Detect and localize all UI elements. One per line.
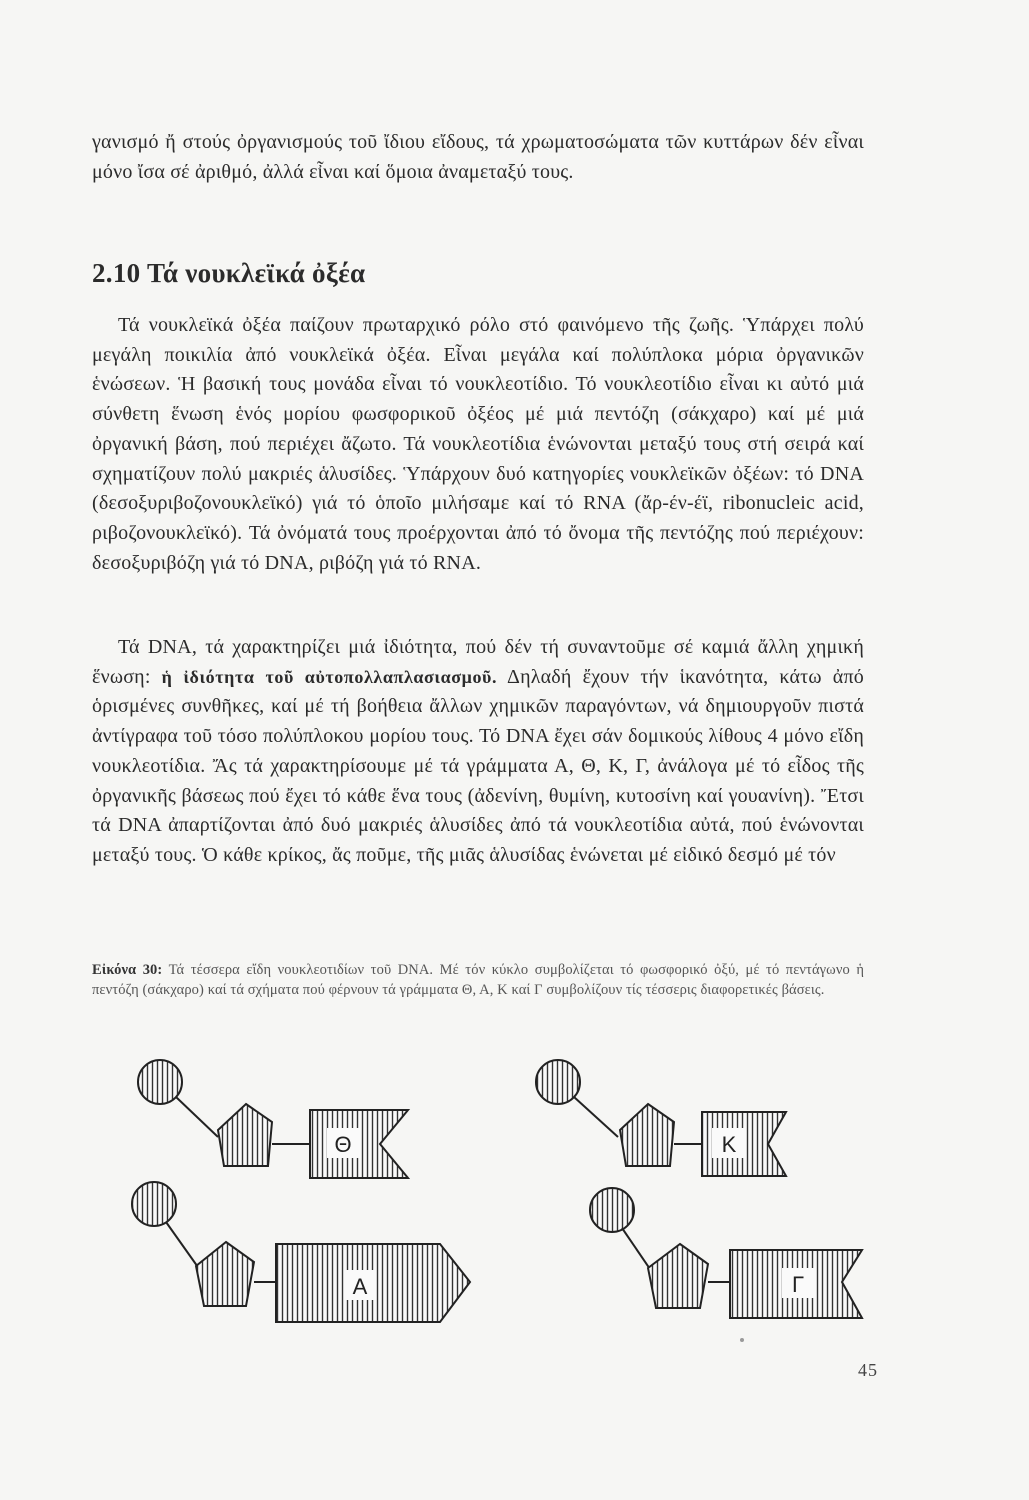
nucleotide-kappa: [536, 1060, 786, 1176]
emphasis-self-replication: ἡ ἰδιότητα τοῦ αὐτοπολλαπλασιασμοῦ.: [161, 666, 498, 687]
pentose-pentagon: [648, 1244, 708, 1308]
nucleotides-figure-row-2: [0, 1180, 1029, 1330]
base-label-gamma: Γ: [791, 1272, 805, 1297]
intro-paragraph: γανισμό ἤ στούς ὀργανισμούς τοῦ ἴδιου εἴδους, τά χρωματοσώματα τῶν κυττάρων δέν εἶναι μόνο ἴσα σέ ἀριθμό, ἀλλά εἶναι καί ὅμοια ἀναμεταξύ τους.: [92, 131, 864, 183]
nucleotide-gamma: [590, 1188, 862, 1318]
figure-caption-label: Εἰκόνα 30:: [92, 962, 163, 978]
print-speck: [740, 1338, 744, 1342]
figure-caption-text: Τά τέσσερα εἴδη νουκλεοτιδίων τοῦ DNA. Μέ τόν κύκλο συμβολίζεται τό φωσφορικό ὀξύ, μέ τό πεντάγωνο ἡ πεντόζη (σάκχαρο) καί τά σχήματα πού φέρνουν τά γράμματα Θ, Α, Κ καί Γ συμβολίζουν τίς τέσσερις διαφορετικές βάσεις.: [92, 962, 865, 998]
nucleotide-alpha: [132, 1182, 470, 1322]
paragraph-2-text-start: Τά DNA, τά χαρακτηρίζει μιά ἰδιότητα, πού δέν τή συναντοῦμε σέ καμιά ἄλλη χημική ἕνωση:: [92, 636, 864, 688]
base-label-theta: Θ: [334, 1132, 352, 1157]
phosphate-circle: [536, 1060, 580, 1104]
base-label-alpha: Α: [352, 1274, 368, 1299]
pentose-pentagon: [196, 1242, 254, 1306]
section-heading: 2.10 Τά νουκλεϊκά ὀξέα: [92, 258, 366, 288]
paragraph-dna-replication: [92, 633, 864, 871]
figure-caption: [92, 960, 864, 1000]
nucleotide-theta: [138, 1060, 408, 1178]
phosphate-circle: [138, 1060, 182, 1104]
paragraph-2-text-end: Δηλαδή ἔχουν τήν ἱκανότητα, κάτω ἀπό ὁρισμένες συνθῆκες, καί μέ τή βοήθεια ἄλλων χημικῶν παραγόντων, νά δημιουργοῦν πιστά ἀντίγραφα τοῦ τόσο πολύπλοκου μορίου τους. Τό DNA ἔχει σάν δομικούς λίθους 4 μόνο εἴδη νουκλεοτίδια. Ἄς τά χαρακτηρίσουμε μέ τά γράμματα Α, Θ, Κ, Γ, ἀνάλογα μέ τό εἶδος τῆς ὀργανικῆς βάσεως πού ἔχει τό κάθε ἕνα τους (ἀδενίνη, θυμίνη, κυτοσίνη καί γουανίνη). Ἔτσι τά DNA ἀπαρτίζονται ἀπό δυό μακριές ἁλυσίδες ἀπό τά νουκλεοτίδια αὐτά, πού ἑνώνονται μεταξύ τους. Ὁ κάθε κρίκος, ἄς ποῦμε, τῆς μιᾶς ἁλυσίδας ἑνώνεται μέ εἰδικό δεσμό μέ τόν: [92, 665, 864, 866]
page-number: 45: [858, 1360, 878, 1380]
paragraph-nucleic-acids: Τά νουκλεϊκά ὀξέα παίζουν πρωταρχικό ρόλο στό φαινόμενο τῆς ζωῆς. Ὑπάρχει πολύ μεγάλη ποικιλία ἀπό νουκλεϊκά ὀξέα. Εἶναι μεγάλα καί πολύπλοκα μόρια ὀργανικῶν ἑνώσεων. Ἡ βασική τους μονάδα εἶναι τό νουκλεοτίδιο. Τό νουκλεοτίδιο εἶναι κι αὐτό μιά σύνθετη ἕνωση ἑνός μορίου φωσφορικοῦ ὀξέος μέ μιά πεντόζη (σάκχαρο) καί μέ μιά ὀργανική βάση, πού περιέχει ἄζωτο. Τά νουκλεοτίδια ἑνώνονται μεταξύ τους στή σειρά καί σχηματίζουν πολύ μακριές ἁλυσίδες. Ὑπάρχουν δυό κατηγορίες νουκλεϊκῶν ὀξέων: τό DNA (δεσοξυριβοζονουκλεϊκό) γιά τό ὁποῖο μιλήσαμε καί τό RNA (ἄρ-έν-έϊ, ribonucleic acid, ριβοζονουκλεϊκό). Τά ὀνόματά τους προέρχονται ἀπό τό ὄνομα τῆς πεντόζης πού περιέχουν: δεσοξυριβόζη γιά τό DNA, ριβόζη γιά τό RNA.: [92, 314, 864, 574]
pentose-pentagon: [620, 1104, 674, 1166]
phosphate-circle: [590, 1188, 634, 1232]
pentose-pentagon: [218, 1104, 272, 1166]
base-label-kappa: Κ: [721, 1132, 737, 1157]
phosphate-circle: [132, 1182, 176, 1226]
